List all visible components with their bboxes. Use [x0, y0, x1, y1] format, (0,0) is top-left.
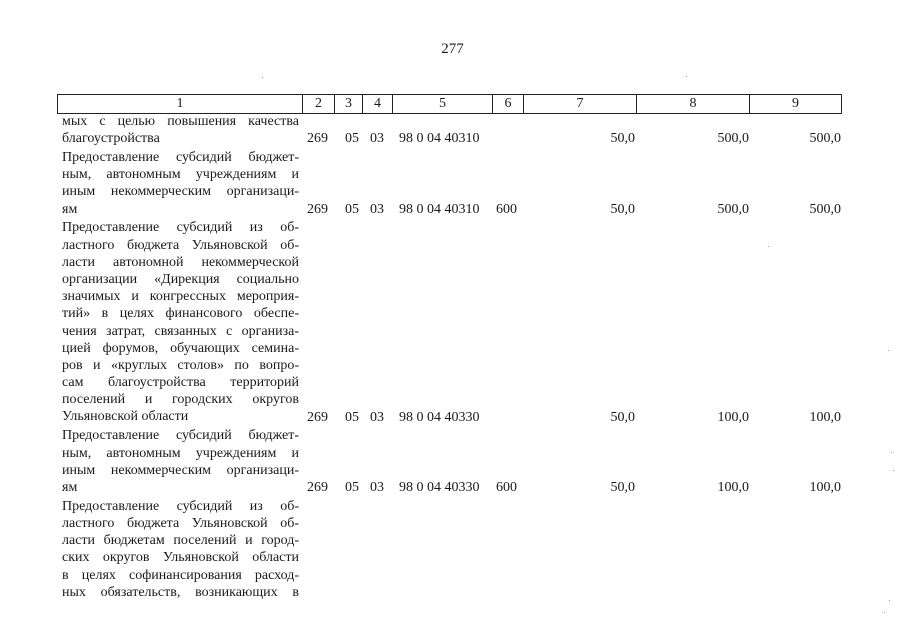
expense-type-code: 600 [496, 201, 517, 217]
section-code: 05 [345, 479, 359, 495]
description-line: ских округов Ульяновской области [62, 550, 299, 566]
amount-col-7: 50,0 [610, 409, 635, 425]
target-article-code: 98 0 04 40310 [399, 131, 480, 147]
column-header-5: 5 [393, 95, 493, 113]
description-line: Предоставление субсидий из об- [62, 498, 299, 514]
expense-type-code: 600 [496, 479, 517, 495]
column-header-1: 1 [58, 95, 303, 113]
description-line: значимых и конгрессных мероприя- [62, 289, 299, 305]
description-line: тий» в целях финансового обеспе- [62, 306, 299, 322]
page-number: 277 [441, 41, 464, 57]
scan-speck [768, 246, 769, 247]
column-header-7: 7 [524, 95, 637, 113]
description-line: организации «Дирекция социально [62, 271, 299, 287]
description-line: мых с целью повышения качества [62, 114, 299, 129]
row-description [62, 498, 299, 601]
amount-col-8: 500,0 [717, 131, 749, 147]
scan-speck [893, 470, 894, 471]
description-line: ластного бюджета Ульяновской об- [62, 237, 299, 253]
row-description [62, 427, 299, 496]
subsection-code: 03 [370, 409, 384, 425]
amount-col-9: 100,0 [809, 409, 841, 425]
column-header-8: 8 [637, 95, 750, 113]
description-line: в целях софинансирования расход- [62, 567, 299, 583]
scan-speck [262, 77, 263, 78]
subsection-code: 03 [370, 131, 384, 147]
scan-speck [884, 612, 885, 613]
description-line: Предоставление субсидий бюджет- [62, 428, 299, 444]
column-header-3: 3 [335, 95, 363, 113]
description-line: Предоставление субсидий из об- [62, 220, 299, 236]
amount-col-9: 100,0 [809, 479, 841, 495]
description-line: ласти автономной некоммерческой [62, 254, 299, 270]
target-article-code: 98 0 04 40330 [399, 409, 480, 425]
amount-col-8: 100,0 [717, 479, 749, 495]
amount-col-8: 500,0 [717, 201, 749, 217]
scan-speck [686, 76, 687, 77]
section-code: 05 [345, 409, 359, 425]
description-line: ям [62, 479, 78, 495]
description-line: сам благоустройства территорий [62, 375, 299, 391]
description-line: ных обязательств, возникающих в [62, 584, 299, 600]
amount-col-8: 100,0 [717, 409, 749, 425]
description-line: ров и «круглых столов» по вопро- [62, 357, 299, 373]
row-description [62, 113, 299, 147]
description-line: благоустройства [62, 131, 160, 147]
row-description [62, 149, 299, 218]
scan-speck [888, 350, 889, 351]
admin-code: 269 [307, 131, 328, 147]
description-line: Ульяновской области [62, 409, 189, 425]
description-line: иным некоммерческим организаци- [62, 462, 299, 478]
amount-col-7: 50,0 [610, 479, 635, 495]
amount-col-7: 50,0 [610, 201, 635, 217]
admin-code: 269 [307, 409, 328, 425]
subsection-code: 03 [370, 479, 384, 495]
column-header-9: 9 [792, 96, 799, 111]
scan-speck [891, 452, 892, 453]
target-article-code: 98 0 04 40310 [399, 201, 480, 217]
column-header-4: 4 [363, 95, 393, 113]
description-line: ластного бюджета Ульяновской об- [62, 515, 299, 531]
section-code: 05 [345, 201, 359, 217]
table-header-row [57, 94, 842, 114]
admin-code: 269 [307, 479, 328, 495]
description-line: ным, автономным учреждениям и [62, 167, 299, 183]
description-line: ям [62, 201, 78, 217]
scan-speck [889, 600, 890, 601]
amount-col-7: 50,0 [610, 131, 635, 147]
amount-col-9: 500,0 [809, 131, 841, 147]
subsection-code: 03 [370, 201, 384, 217]
description-line: чения затрат, связанных с организа- [62, 323, 299, 339]
description-line: иным некоммерческим организаци- [62, 184, 299, 200]
amount-col-9: 500,0 [809, 201, 841, 217]
column-header-6: 6 [493, 95, 524, 113]
description-line: цией форумов, обучающих семина- [62, 340, 299, 356]
section-code: 05 [345, 131, 359, 147]
description-line: ным, автономным учреждениям и [62, 445, 299, 461]
row-description [62, 219, 299, 425]
column-header-2: 2 [303, 95, 335, 113]
description-line: ласти бюджетам поселений и город- [62, 533, 299, 549]
description-line: поселений и городских округов [62, 392, 299, 408]
target-article-code: 98 0 04 40330 [399, 479, 480, 495]
description-line: Предоставление субсидий бюджет- [62, 150, 299, 165]
admin-code: 269 [307, 201, 328, 217]
